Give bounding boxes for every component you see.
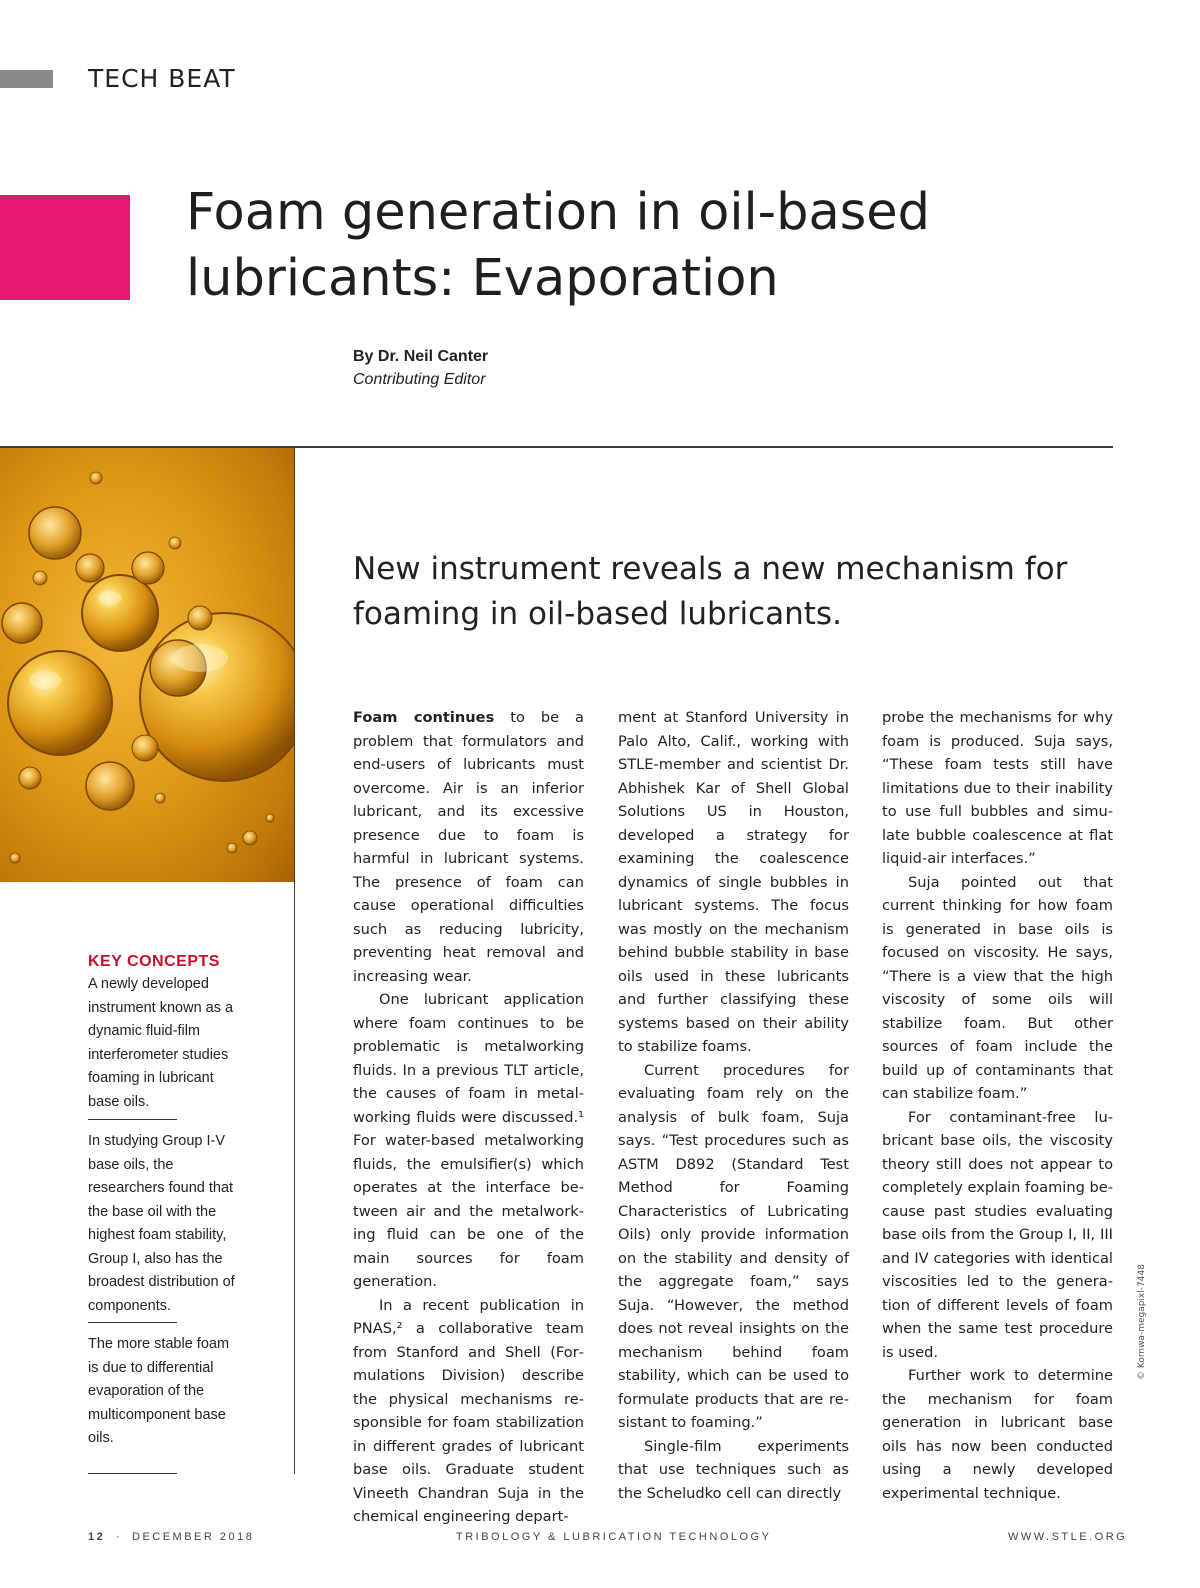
- publication-name: TRIBOLOGY & LUBRICATION TECHNOLOGY: [456, 1531, 772, 1543]
- footer-separator: ·: [116, 1531, 123, 1543]
- paragraph: probe the mechanisms for why foam is produced. Suja says, “These foam tests still have limitations due to their inability to use full bubbles and simulate bubble coalescence at flat liquid-air interfaces.”: [882, 709, 1113, 867]
- body-column-1: [353, 706, 584, 1529]
- author-role: Contributing Editor: [353, 371, 486, 388]
- accent-block: [0, 195, 130, 300]
- paragraph: For contaminant-free lubricant base oils, the viscosity theory still does not appear to completely explain foaming because past studies evaluating base oils from the Group I, II, III and IV categories with identical viscosities led to the generation of different levels of foam when the same test procedure is used.: [882, 1108, 1114, 1361]
- key-concept-divider: [88, 1322, 177, 1323]
- paragraph: Single-film experiments that use techniques such as the Scheludko cell can directly: [618, 1437, 849, 1502]
- key-concept-item: A newly developed instrument known as a dynamic fluid-film interferometer studies foaming in lubricant base oils.: [88, 976, 234, 1110]
- subhead-line-1: New instrument reveals a new mechanism for: [353, 551, 1068, 587]
- key-concept-divider: [88, 1119, 177, 1120]
- lead-in: Foam continues: [353, 709, 495, 726]
- paragraph: One lubricant application where foam continues to be problematic is metalworking fluids. In a previous TLT article, the causes of foam in metalworking fluids were discussed.¹ For water-based metalworking fluids, the emulsifier(s) which operates at the interface between air and the metalworking fluid can be one of the main sources for foam generation.: [353, 991, 584, 1290]
- byline: By Dr. Neil Canter: [353, 348, 489, 365]
- key-concept-item: The more stable foam is due to differential evaporation of the multicomponent base oils.: [88, 1336, 230, 1446]
- paragraph: Current procedures for evaluating foam rely on the analysis of bulk foam, Suja says. “Test procedures such as ASTM D892 (Standard Test Method for Foaming Characteristics of Lubricating Oils) only provide information on the stability and density of the aggregate foam,” says Suja. “However, the method does not reveal insights on the mechanism behind foam stability, which can be used to formulate products that are resistant to foaming.”: [618, 1061, 849, 1431]
- paragraph: ment at Stanford University in Palo Alto, Calif., working with STLE-member and scientist Dr. Abhishek Kar of Shell Global Solutions US in Houston, developed a strategy for examining the coalescence dynamics of single bubbles in lubricant systems. The focus was mostly on the mechanism behind bubble stability in base oils used in these lubricants and further classifying these systems based on their ability to stabilize foams.: [618, 709, 849, 1055]
- key-concept-item: In studying Group I-V base oils, the researchers found that the base oil with the highest foam stability, Group I, also has the broadest distribution of components.: [88, 1133, 235, 1314]
- body-column-2: [618, 706, 849, 1505]
- column-divider: [294, 448, 295, 1474]
- paragraph: In a recent publication in PNAS,² a collaborative team from Stanford and Shell (Formulations Division) describe the physical mechanisms responsible for foam stabilization in different grades of lubricant base oils. Graduate student Vineeth Chandran Suja in the chemical engineering depart-: [353, 1296, 584, 1525]
- paragraph: [353, 706, 584, 988]
- page-number: 12: [88, 1531, 106, 1543]
- article-subhead: [353, 547, 1093, 637]
- oil-bubbles-photo: [0, 448, 294, 882]
- key-concepts-heading: KEY CONCEPTS: [88, 953, 220, 970]
- section-label: TECH BEAT: [88, 64, 236, 93]
- title-line-2: lubricants: Evaporation: [186, 249, 779, 308]
- oil-bubbles-illustration: [0, 448, 294, 882]
- title-line-1: Foam generation in oil-based: [186, 183, 931, 242]
- key-concept-divider: [88, 1473, 177, 1474]
- section-bar: [0, 70, 53, 88]
- photo-credit: © Kornwa-megapixl-7448: [1137, 1264, 1147, 1380]
- paragraph: Suja pointed out that current thinking for how foam is generated in base oils is focused on viscosity. He says, “There is a view that the high viscosity of some oils will stabilize foam. But other sources of foam include the build up of contaminants that can stabilize foam.”: [882, 873, 1113, 1102]
- paragraph-text: to be a problem that formulators and end-users of lubricants must overcome. Air is an inferior lubricant, and its excessive presence due to foam is harmful in lubricant systems. The presence of foam can cause operational difficulties such as reducing lubricity, preventing heat removal and increasing wear.: [353, 709, 584, 985]
- subhead-line-2: foaming in oil-based lubricants.: [353, 596, 842, 632]
- issue-date: DECEMBER 2018: [132, 1531, 255, 1543]
- paragraph: Further work to determine the mechanism for foam generation in lubricant base oils has now been conducted using a newly developed experimental technique.: [882, 1367, 1113, 1502]
- article-title: [186, 180, 1086, 312]
- body-column-3: [882, 706, 1113, 1505]
- website: WWW.STLE.ORG: [1008, 1531, 1128, 1543]
